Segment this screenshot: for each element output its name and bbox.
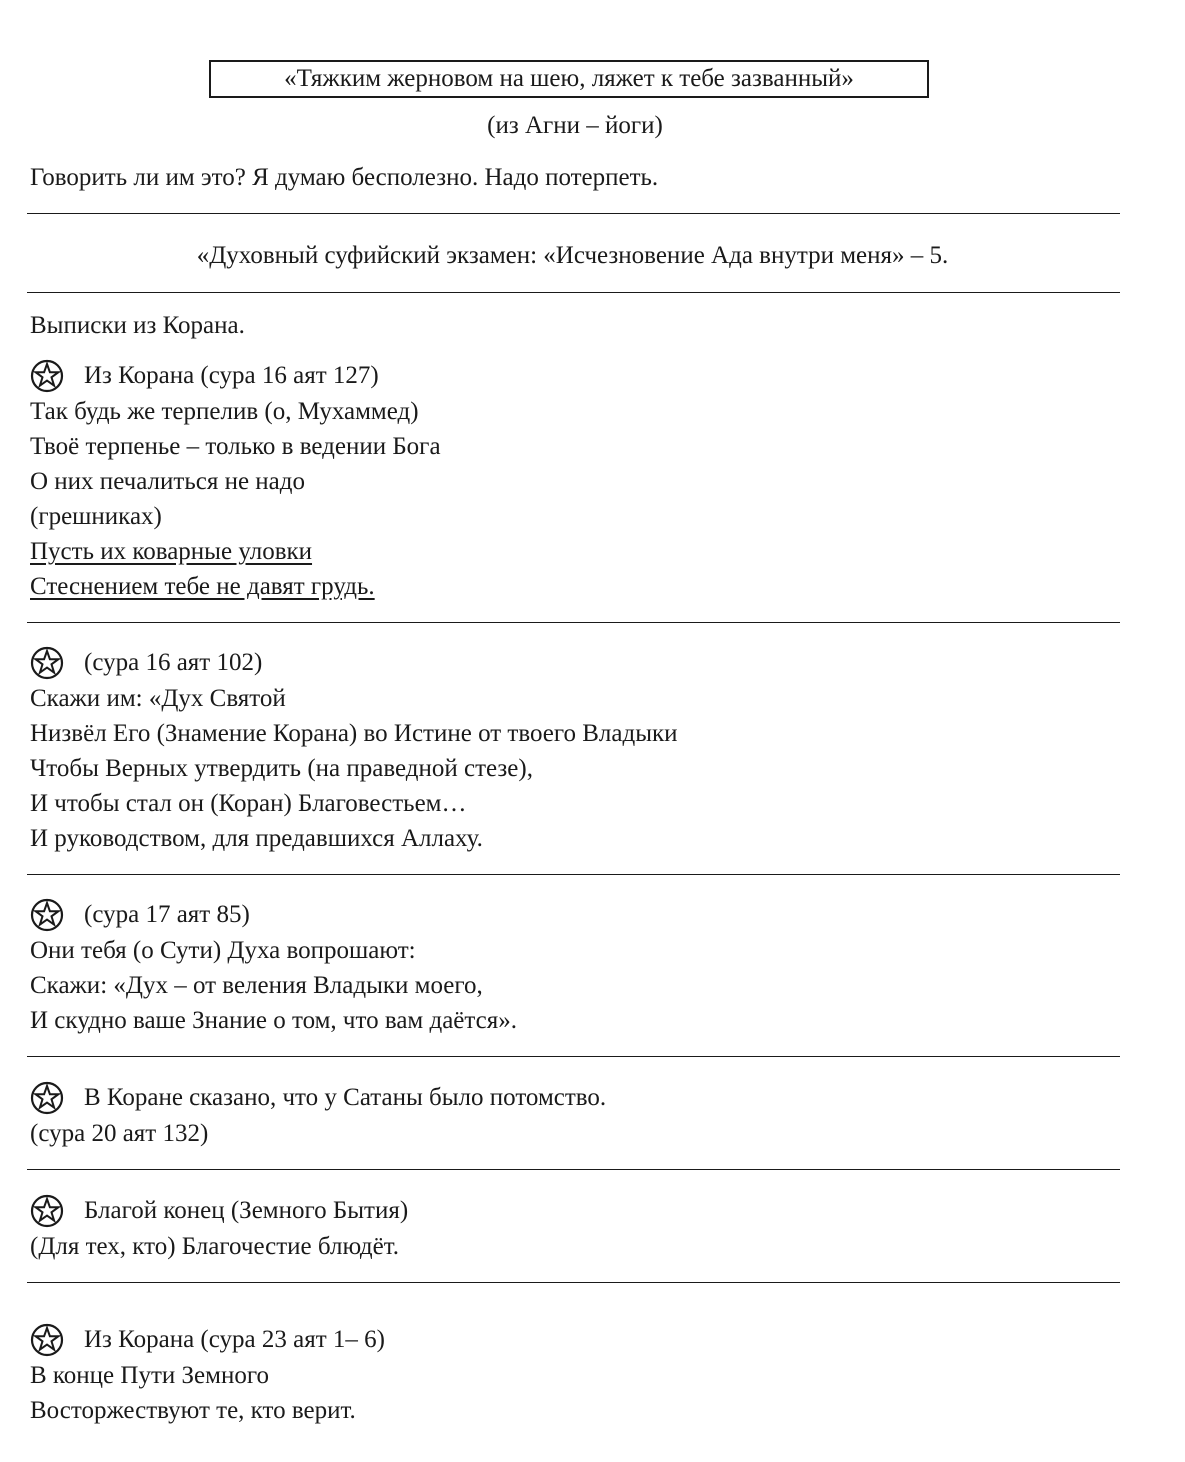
entry-head-text: (сура 16 аят 102): [84, 649, 263, 676]
star-circle-icon: [30, 1323, 64, 1357]
verse-line-underlined: Стеснением тебе не давят грудь.: [30, 573, 375, 600]
verse-line: И чтобы стал он (Коран) Благовестьем…: [30, 790, 467, 817]
star-circle-icon: [30, 359, 64, 393]
star-circle-icon: [30, 1081, 64, 1115]
verse-line: Скажи: «Дух – от веления Владыки моего,: [30, 972, 483, 999]
divider: [27, 1282, 1120, 1283]
verse-line: Так будь же терпелив (о, Мухаммед): [30, 398, 419, 425]
verse-line-underlined: Пусть их коварные уловки: [30, 538, 313, 565]
verse-line: Низвёл Его (Знамение Корана) во Истине от твоего Владыки: [30, 720, 678, 747]
divider: [27, 292, 1120, 293]
verse-line: (Для тех, кто) Благочестие блюдёт.: [30, 1233, 399, 1260]
entry-head-text: Из Корана (сура 16 аят 127): [84, 362, 379, 389]
entry-head: [30, 645, 262, 680]
entry-head: [30, 1322, 385, 1357]
entry-head-text: Из Корана (сура 23 аят 1– 6): [84, 1326, 385, 1353]
epigraph-quote-box: «Тяжким жерновом на шею, ляжет к тебе зазванный»: [209, 60, 929, 98]
star-circle-icon: [30, 1194, 64, 1228]
divider: [27, 1169, 1120, 1170]
verse-line: О них печалиться не надо: [30, 468, 305, 495]
entry-head: [30, 897, 250, 932]
verse-line: Чтобы Верных утвердить (на праведной стезе),: [30, 755, 533, 782]
verse-line: И руководством, для предавшихся Аллаху.: [30, 825, 483, 852]
entry-head: [30, 358, 379, 393]
divider: [27, 1056, 1120, 1057]
section-title: «Духовный суфийский экзамен: «Исчезновение Ада внутри меня» – 5.: [196, 242, 949, 269]
verse-line: В конце Пути Земного: [30, 1362, 269, 1389]
star-circle-icon: [30, 646, 64, 680]
star-circle-icon: [30, 898, 64, 932]
verse-line: И скудно ваше Знание о том, что вам даётся».: [30, 1007, 517, 1034]
divider: [27, 622, 1120, 623]
divider: [27, 874, 1120, 875]
entry-head: [30, 1080, 606, 1115]
intro-line: Говорить ли им это? Я думаю бесполезно. Надо потерпеть.: [30, 164, 659, 191]
entry-head: [30, 1193, 408, 1228]
verse-line: Твоё терпенье – только в ведении Бога: [30, 433, 441, 460]
epigraph-source: (из Агни – йоги): [487, 112, 663, 139]
verse-line: Восторжествуют те, кто верит.: [30, 1397, 356, 1424]
entry-head-text: Благой конец (Земного Бытия): [84, 1197, 409, 1224]
verse-line: Они тебя (о Сути) Духа вопрошают:: [30, 937, 416, 964]
verse-line: (грешниках): [30, 503, 162, 530]
verse-line: (сура 20 аят 132): [30, 1120, 209, 1147]
entry-head-text: В Коране сказано, что у Сатаны было потомство.: [84, 1084, 607, 1111]
divider: [27, 213, 1120, 214]
excerpts-heading: Выписки из Корана.: [30, 312, 245, 339]
entry-head-text: (сура 17 аят 85): [84, 901, 250, 928]
verse-line: Скажи им: «Дух Святой: [30, 685, 286, 712]
